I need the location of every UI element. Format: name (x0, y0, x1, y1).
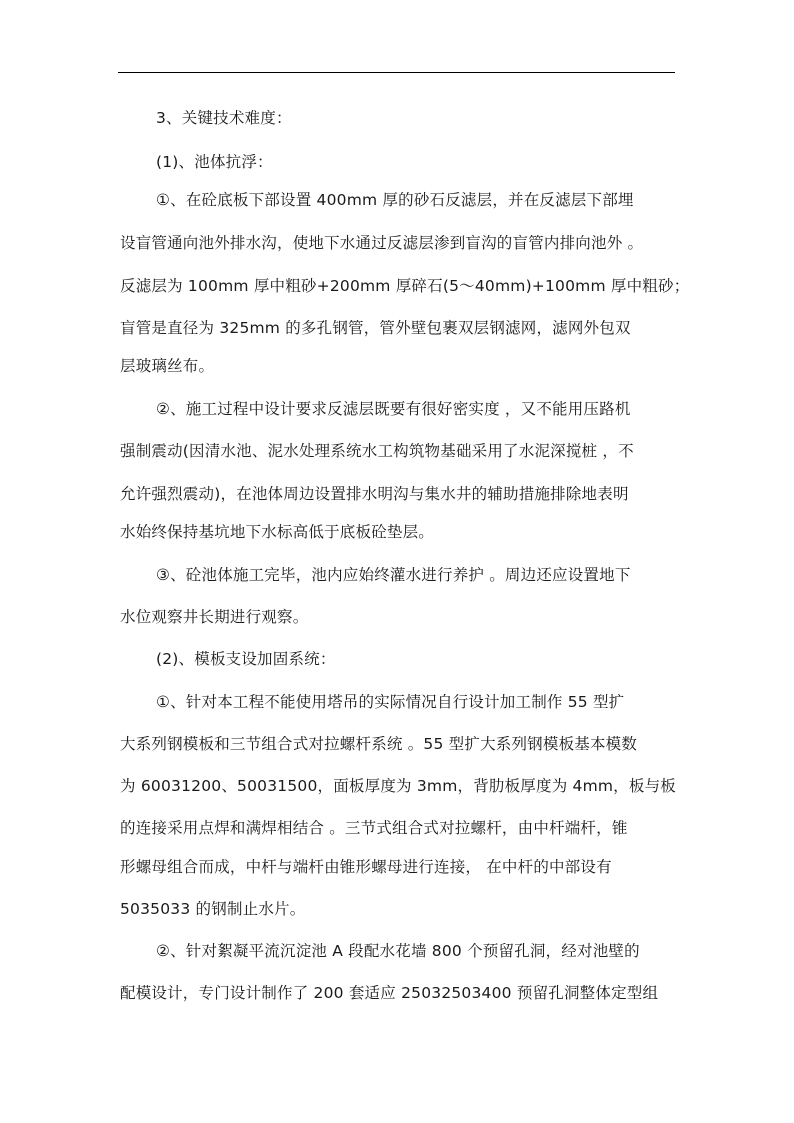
paragraph-line: 强制震动(因清水池、泥水处理系统水工构筑物基础采用了水泥深搅桩 ，不 (120, 442, 634, 460)
paragraph-line: 形螺母组合而成，中杆与端杆由锥形螺母进行连接， 在中杆的中部设有 (120, 858, 612, 876)
paragraph-line: ①、针对本工程不能使用塔吊的实际情况自行设计加工制作 55 型扩 (156, 693, 625, 711)
paragraph-line: ①、在砼底板下部设置 400mm 厚的砂石反滤层，并在反滤层下部埋 (156, 191, 634, 209)
paragraph-line: ②、针对絮凝平流沉淀池 A 段配水花墙 800 个预留孔洞，经对池壁的 (156, 942, 640, 960)
subsection-heading: (2)、模板支设加固系统： (156, 650, 336, 668)
paragraph-line: 为 60031200、50031500，面板厚度为 3mm，背肋板厚度为 4mm，板与板 (120, 777, 676, 795)
paragraph-line: 反滤层为 100mm 厚中粗砂+200mm 厚碎石(5～40mm)+100mm 厚中粗砂； (120, 277, 690, 295)
paragraph-line: 配模设计，专门设计制作了 200 套适应 25032503400 预留孔洞整体定型组 (120, 984, 659, 1002)
paragraph-line: 水始终保持基坑地下水标高低于底板砼垫层。 (120, 523, 435, 541)
header-rule (118, 72, 675, 73)
paragraph-line: 设盲管通向池外排水沟，使地下水通过反滤层渗到盲沟的盲管内排向池外 。 (120, 234, 644, 252)
section-heading: 3、关键技术难度： (156, 109, 292, 127)
paragraph-line: 大系列钢模板和三节组合式对拉螺杆系统 。55 型扩大系列钢模板基本模数 (120, 735, 638, 753)
paragraph-line: 5035033 的钢制止水片。 (120, 900, 306, 918)
paragraph-line: 盲管是直径为 325mm 的多孔钢管，管外壁包裹双层钢滤网，滤网外包双 (120, 319, 631, 337)
paragraph-line: ③、砼池体施工完毕，池内应始终灌水进行养护 。周边还应设置地下 (156, 566, 631, 584)
paragraph-line: ②、施工过程中设计要求反滤层既要有很好密实度 ，又不能用压路机 (156, 400, 631, 418)
paragraph-line: 层玻璃丝布。 (120, 357, 215, 375)
paragraph-line: 的连接采用点焊和满焊相结合 。三节式组合式对拉螺杆，由中杆端杆，锥 (120, 819, 628, 837)
paragraph-line: 允许强烈震动)，在池体周边设置排水明沟与集水井的辅助措施排除地表明 (120, 485, 629, 503)
paragraph-line: 水位观察井长期进行观察。 (120, 608, 309, 626)
subsection-heading: (1)、池体抗浮： (156, 153, 273, 171)
